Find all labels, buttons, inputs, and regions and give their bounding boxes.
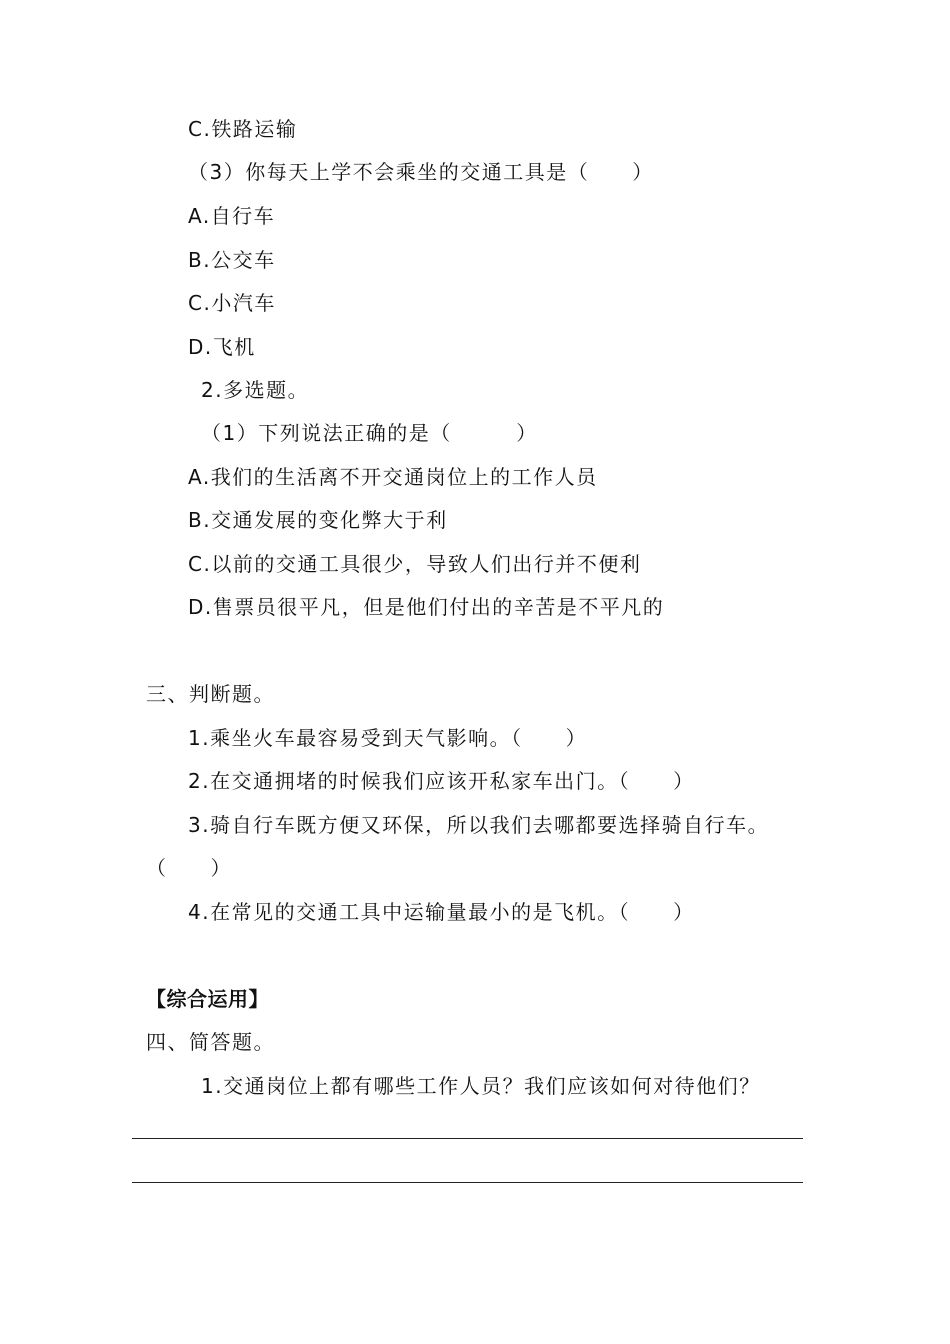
q3-option-c: C.小汽车 xyxy=(188,291,276,315)
tf-item-1: 1.乘坐火车最容易受到天气影响。（ ） xyxy=(188,726,588,750)
mc-q1-option-c: C.以前的交通工具很少，导致人们出行并不便利 xyxy=(188,552,642,576)
tf-item-4: 4.在常见的交通工具中运输量最小的是飞机。（ ） xyxy=(188,900,695,924)
comprehensive-title: 【综合运用】 xyxy=(146,987,269,1011)
multiple-choice-heading: 2.多选题。 xyxy=(201,378,310,402)
q3-option-b: B.公交车 xyxy=(188,248,276,272)
mc-q1-option-b: B.交通发展的变化弊大于利 xyxy=(188,508,448,532)
tf-item-3: 3.骑自行车既方便又环保，所以我们去哪都要选择骑自行车。 xyxy=(188,813,770,837)
sa-question-1: 1.交通岗位上都有哪些工作人员？我们应该如何对待他们？ xyxy=(201,1074,761,1098)
tf-item-2: 2.在交通拥堵的时候我们应该开私家车出门。（ ） xyxy=(188,769,695,793)
true-false-heading: 三、判断题。 xyxy=(146,682,275,706)
q1-option-c: C.铁路运输 xyxy=(188,117,298,141)
q3-option-d: D.飞机 xyxy=(188,335,256,359)
q3-option-a: A.自行车 xyxy=(188,204,276,228)
answer-line xyxy=(132,1138,803,1139)
answer-line xyxy=(132,1182,803,1183)
tf-item-3-continuation: （ ） xyxy=(146,856,232,880)
mc-q1-option-a: A.我们的生活离不开交通岗位上的工作人员 xyxy=(188,465,598,489)
mc-q1-option-d: D.售票员很平凡，但是他们付出的辛苦是不平凡的 xyxy=(188,595,665,619)
short-answer-heading: 四、简答题。 xyxy=(146,1030,275,1054)
q3-stem: （3）你每天上学不会乘坐的交通工具是（ ） xyxy=(188,160,654,184)
mc-q1-stem: （1）下列说法正确的是（ ） xyxy=(201,421,538,445)
